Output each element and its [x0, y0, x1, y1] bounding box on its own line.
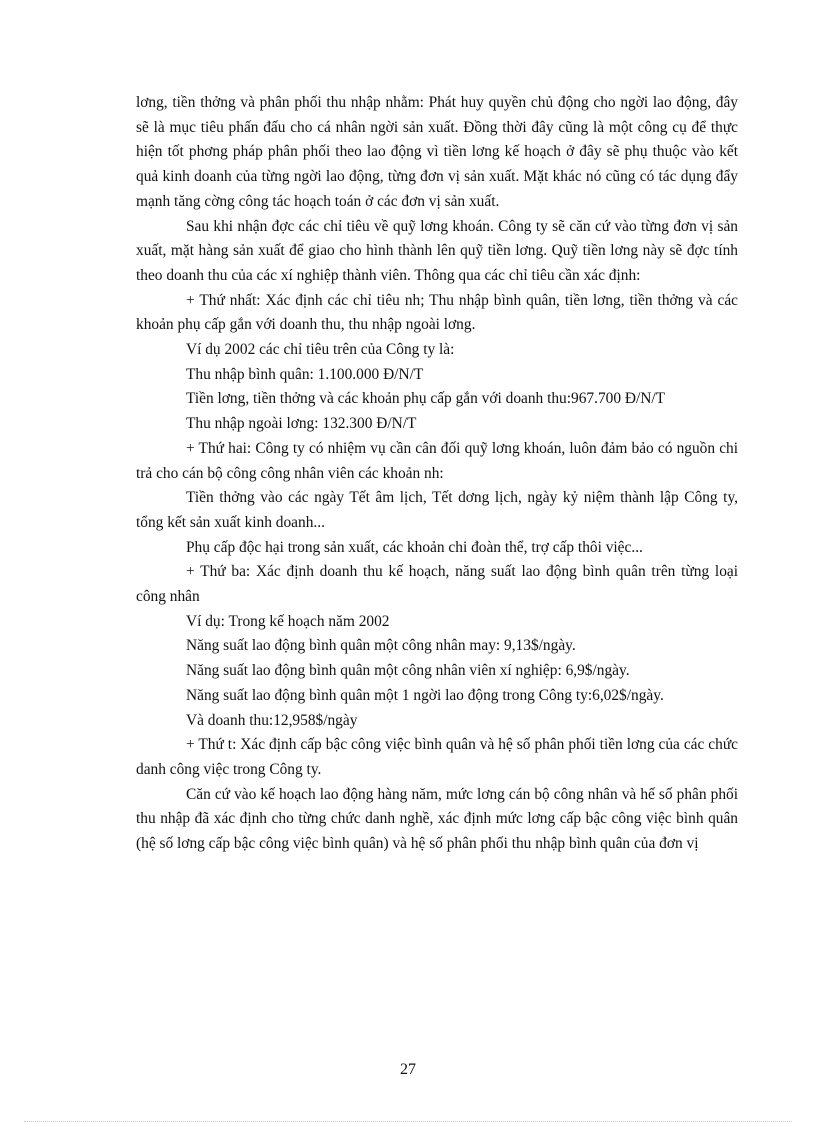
paragraph: Và doanh thu:12,958$/ngày	[186, 711, 358, 729]
page-number: 27	[400, 1061, 416, 1078]
paragraph: + Thứ nhất: Xác định các chỉ tiêu nh; Thu nhập bình quân, tiền lơng, tiền thởng và các khoản phụ cấp gắn với doanh thu, thu nhập ngoài lơng.	[136, 291, 738, 334]
paragraph: Tiền lơng, tiền thởng và các khoản phụ cấp gắn với doanh thu:967.700 Đ/N/T	[186, 390, 666, 408]
paragraph: + Thứ hai: Công ty có nhiệm vụ cần cân đối quỹ lơng khoán, luôn đảm bảo có nguồn chi trả cho cán bộ công công nhân viên các khoản nh:	[136, 439, 738, 482]
paragraph: Căn cứ vào kế hoạch lao động hàng năm, mức lơng cán bộ công nhân và hế số phân phối thu nhập đã xác định cho từng chức danh nghề, xác định mức lơng cấp bậc công việc bình quân (hệ số lơng cấp bậc công việc bình quân) và hệ số phân phối thu nhập bình quân của đơn vị	[136, 785, 738, 853]
paragraph: Năng suất lao động bình quân một công nhân viên xí nghiệp: 6,9$/ngày.	[186, 662, 630, 680]
paragraph: Phụ cấp độc hại trong sản xuất, các khoản chi đoàn thể, trợ cấp thôi việc...	[186, 538, 643, 556]
paragraph: Thu nhập bình quân: 1.100.000 Đ/N/T	[186, 365, 424, 383]
paragraph: Năng suất lao động bình quân một công nhân may: 9,13$/ngày.	[186, 637, 576, 655]
page-bottom-divider	[24, 1121, 792, 1122]
paragraph: Năng suất lao động bình quân một 1 ngời lao động trong Công ty:6,02$/ngày.	[186, 686, 664, 704]
paragraph: Sau khi nhận đợc các chỉ tiêu về quỹ lơng khoán. Công ty sẽ căn cứ vào từng đơn vị sản xuất, mặt hàng sản xuất để giao cho hình thành lên quỹ tiền lơng. Quỹ tiền lơng này sẽ đợc tính theo doanh thu của các xí nghiệp thành viên. Thông qua các chỉ tiêu cần xác định:	[136, 217, 738, 284]
paragraph: + Thứ ba: Xác định doanh thu kế hoạch, năng suất lao động bình quân trên từng loại công nhân	[136, 563, 738, 606]
paragraph: Ví dụ 2002 các chỉ tiêu trên của Công ty là:	[186, 341, 455, 359]
paragraph: Thu nhập ngoài lơng: 132.300 Đ/N/T	[186, 415, 417, 433]
paragraph: + Thứ t: Xác định cấp bậc công việc bình quân và hệ số phân phối tiền lơng của các chức danh công việc trong Công ty.	[136, 736, 738, 778]
paragraph: Ví dụ: Trong kế hoạch năm 2002	[186, 612, 390, 630]
document-body	[136, 91, 738, 857]
paragraph: lơng, tiền thởng và phân phối thu nhập nhằm: Phát huy quyền chủ động cho ngời lao động, đây sẽ là mục tiêu phấn đấu cho cá nhân ngời sản xuất. Đồng thời đây cũng là một công cụ để thực hiện tốt phơng pháp phân phối theo lao động vì tiền lơng kế hoạch ở đây sẽ phụ thuộc vào kết quả kinh doanh của từng ngời lao động, từng đơn vị sản xuất. Mặt khác nó cũng có tác dụng đẩy mạnh tăng cờng công tác hoạch toán ở các đơn vị sản xuất.	[136, 94, 738, 210]
paragraph: Tiền thởng vào các ngày Tết âm lịch, Tết dơng lịch, ngày kỷ niệm thành lập Công ty, tổng kết sản xuất kinh doanh...	[136, 489, 738, 531]
